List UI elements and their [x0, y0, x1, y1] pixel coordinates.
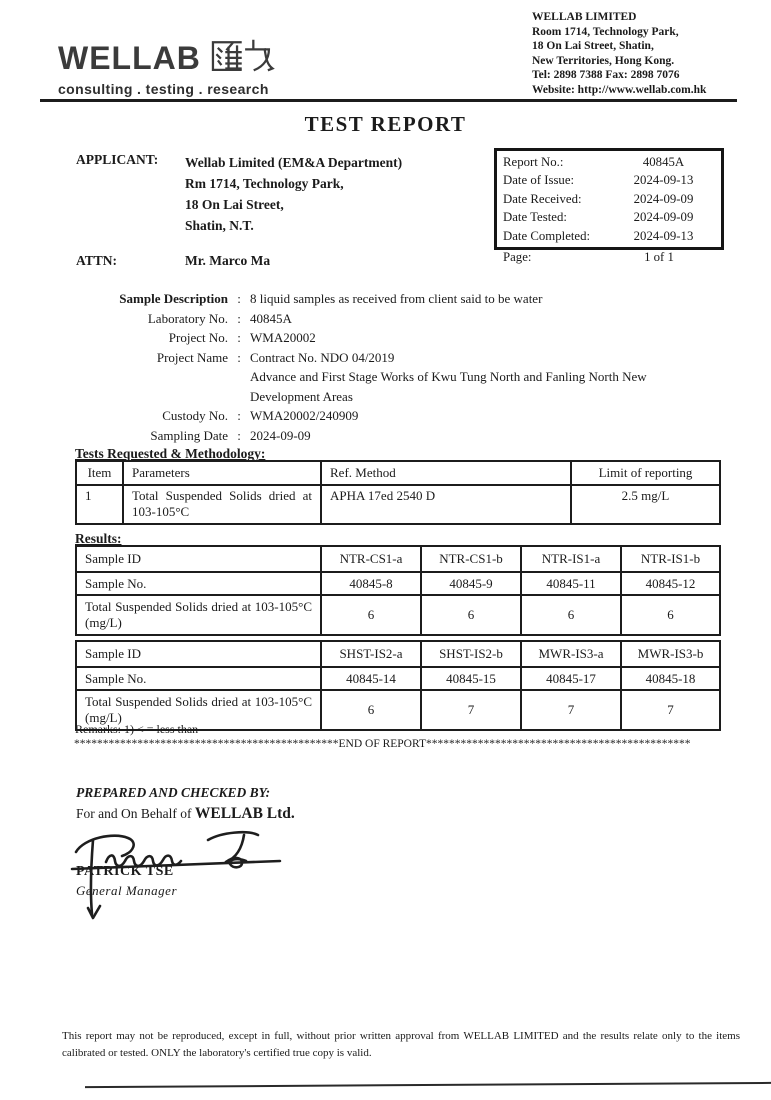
tests-heading: Tests Requested & Methodology:	[75, 446, 266, 461]
empty-label	[75, 367, 228, 387]
wellab-logo	[58, 38, 275, 97]
page-title: TEST REPORT	[304, 112, 467, 136]
project-name-continued: Development Areas	[250, 388, 353, 404]
date-received-label: Date Received:	[503, 191, 582, 206]
sample-id-cell: MWR-IS3-a	[521, 641, 621, 667]
result-cell: 6	[321, 595, 421, 635]
applicant-address-line: 18 On Lai Street,	[185, 197, 284, 212]
result-cell: 7	[521, 690, 621, 730]
report-no-value: 40845A	[642, 155, 685, 169]
wellab-logo-text: WELLAB	[58, 40, 201, 76]
signatory-role: General Manager	[76, 883, 178, 898]
company-address-line: Tel: 2898 7388 Fax: 2898 7076	[532, 69, 680, 82]
sample-info-row	[75, 387, 719, 407]
sample-no-cell: 40845-15	[421, 667, 521, 690]
separator: :	[237, 408, 241, 423]
sample-no-cell: 40845-9	[421, 572, 521, 595]
remarks: Remarks: 1) < = less than	[75, 722, 199, 736]
table-row	[76, 641, 720, 667]
applicant-label: APPLICANT:	[76, 152, 159, 167]
date-received-value: 2024-09-09	[633, 191, 694, 206]
sample-id-cell: NTR-CS1-b	[421, 546, 521, 572]
sample-info-row	[75, 289, 719, 309]
result-cell: 7	[421, 690, 521, 730]
separator: :	[237, 427, 241, 443]
results-heading: Results:	[75, 531, 122, 546]
date-of-issue-label: Date of Issue:	[503, 173, 575, 188]
date-tested-label: Date Tested:	[503, 210, 567, 225]
parameter-label: Total Suspended Solids dried at 103-105°C (mg/L)	[76, 595, 321, 635]
company-address-line: WELLAB LIMITED	[532, 11, 637, 23]
sample-no-cell: 40845-14	[321, 667, 421, 690]
sample-id-label: Sample ID	[76, 641, 321, 667]
signatory-name: PATRICK TSE	[76, 864, 174, 879]
sample-id-cell: SHST-IS2-b	[421, 641, 521, 667]
report-info-box	[494, 148, 724, 250]
project-name-value: Contract No. NDO 04/2019	[250, 349, 395, 365]
ref-method-cell: APHA 17ed 2540 D	[321, 485, 571, 524]
sample-id-cell: NTR-IS1-b	[621, 546, 720, 572]
sample-info-row	[75, 406, 719, 426]
behalf-prefix: For and On Behalf of	[76, 806, 195, 821]
sample-id-cell: NTR-IS1-a	[521, 546, 621, 572]
company-address-line: New Territories, Hong Kong.	[532, 54, 675, 67]
separator	[228, 367, 250, 387]
wellab-cjk-logo-icon	[209, 38, 275, 78]
bottom-rule	[85, 1082, 771, 1088]
attn-label: ATTN:	[76, 253, 118, 268]
company-address-line: Website: http://www.wellab.com.hk	[532, 83, 707, 96]
tests-table	[75, 460, 721, 525]
col-header-limit: Limit of reporting	[571, 461, 720, 485]
table-row	[76, 667, 720, 690]
sampling-date-value: 2024-09-09	[250, 427, 311, 443]
company-address-line: 18 On Lai Street, Shatin,	[532, 40, 654, 53]
project-name-continued: Advance and First Stage Works of Kwu Tung North and Fanling North New	[250, 369, 647, 384]
sample-description-value: 8 liquid samples as received from client said to be water	[250, 291, 543, 306]
separator: :	[237, 291, 241, 306]
result-cell: 6	[421, 595, 521, 635]
col-header-ref-method: Ref. Method	[321, 461, 571, 485]
results-table-2	[75, 640, 721, 731]
sample-no-cell: 40845-18	[621, 667, 720, 690]
page-number-row	[503, 250, 708, 265]
end-of-report-line: **********************************************END OF REPORT**********************************************	[74, 738, 691, 750]
sample-id-label: Sample ID	[76, 546, 321, 572]
applicant-address-line: Rm 1714, Technology Park,	[185, 176, 344, 191]
date-completed-label: Date Completed:	[503, 228, 591, 243]
project-name-label: Project Name	[156, 349, 228, 365]
tests-table-header-row	[76, 461, 720, 485]
table-row	[76, 572, 720, 595]
company-address-line: Room 1714, Technology Park,	[532, 25, 679, 38]
sample-no-cell: 40845-17	[521, 667, 621, 690]
sample-description-label: Sample Description	[119, 291, 228, 306]
date-completed-value: 2024-09-13	[633, 228, 694, 243]
footer-disclaimer: This report may not be reproduced, except in full, without prior written approval from WELLAB LIMITED and the results relate only to the items calibrated or tested. ONLY the laboratory's certified true copy is valid.	[62, 1030, 740, 1059]
limit-cell: 2.5 mg/L	[571, 485, 720, 524]
project-no-value: WMA20002	[250, 330, 316, 345]
custody-no-label: Custody No.	[162, 408, 228, 423]
separator	[228, 387, 250, 407]
table-row	[76, 595, 720, 635]
logo-subtitle: consulting . testing . research	[58, 81, 269, 97]
sample-id-cell: MWR-IS3-b	[621, 641, 720, 667]
sample-info-row	[75, 367, 719, 387]
header-rule	[40, 99, 737, 102]
date-tested-value: 2024-09-09	[633, 210, 694, 225]
parameters-cell: Total Suspended Solids dried at 103-105°C	[123, 485, 321, 524]
results-table-1	[75, 545, 721, 636]
sample-no-cell: 40845-11	[521, 572, 621, 595]
report-info-row	[503, 153, 717, 171]
sample-no-label: Sample No.	[76, 667, 321, 690]
table-row	[76, 546, 720, 572]
empty-label	[75, 387, 228, 407]
project-no-label: Project No.	[168, 330, 228, 345]
sample-no-cell: 40845-8	[321, 572, 421, 595]
tests-table-row	[76, 485, 720, 524]
report-info-row	[503, 171, 717, 189]
sample-no-cell: 40845-12	[621, 572, 720, 595]
attn-value: Mr. Marco Ma	[185, 253, 271, 268]
applicant-address-line: Wellab Limited (EM&A Department)	[185, 155, 403, 170]
parameter-label: Total Suspended Solids dried at 103-105°C (mg/L)	[76, 690, 321, 730]
laboratory-no-value: 40845A	[250, 310, 292, 326]
behalf-line	[76, 805, 295, 823]
col-header-item: Item	[76, 461, 123, 485]
sample-id-cell: SHST-IS2-a	[321, 641, 421, 667]
page-value: 1 of 1	[644, 250, 674, 264]
report-info-row	[503, 227, 717, 245]
result-cell: 6	[621, 595, 720, 635]
sample-info-row	[75, 328, 719, 348]
result-cell: 7	[621, 690, 720, 730]
sample-no-label: Sample No.	[76, 572, 321, 595]
page-label: Page:	[503, 250, 532, 264]
date-of-issue-value: 2024-09-13	[633, 173, 694, 188]
sample-info-row	[75, 426, 719, 446]
applicant-address-line: Shatin, N.T.	[185, 218, 254, 233]
prepared-by-label: PREPARED AND CHECKED BY:	[76, 785, 271, 800]
result-cell: 6	[321, 690, 421, 730]
sample-info-row	[75, 348, 719, 368]
sample-info-row	[75, 309, 719, 329]
separator: :	[237, 310, 241, 326]
company-address-block	[532, 10, 706, 98]
report-info-row	[503, 190, 717, 208]
sample-info-block	[75, 289, 719, 445]
sampling-date-label: Sampling Date	[150, 427, 228, 443]
item-cell: 1	[76, 485, 123, 524]
applicant-address	[185, 152, 402, 236]
col-header-parameters: Parameters	[123, 461, 321, 485]
report-info-row	[503, 208, 717, 226]
separator: :	[237, 349, 241, 365]
sample-id-cell: NTR-CS1-a	[321, 546, 421, 572]
separator: :	[237, 330, 241, 345]
laboratory-no-label: Laboratory No.	[147, 310, 228, 326]
result-cell: 6	[521, 595, 621, 635]
custody-no-value: WMA20002/240909	[250, 408, 359, 423]
report-no-label: Report No.:	[503, 155, 564, 169]
behalf-company: WELLAB Ltd.	[194, 805, 295, 822]
